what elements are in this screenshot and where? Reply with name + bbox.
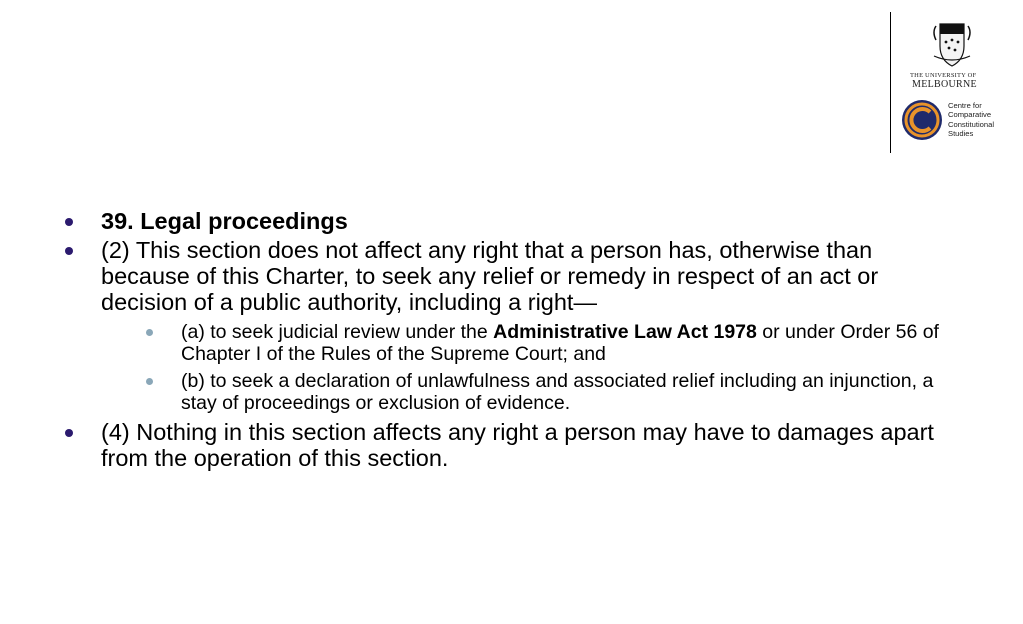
bullet-item-subsection-4 xyxy=(60,419,960,471)
ccs-line: Centre for xyxy=(948,101,982,110)
bullet-text: (2) This section does not affect any right that a person has, otherwise than because of this Charter, to seek any relief or remedy in respect of an act or decision of a public authority, including a right— xyxy=(101,237,879,315)
sub-bullet-text-post: or under Order 56 of Chapter I of the Rules of the Supreme Court; and xyxy=(181,321,939,365)
sub-bullet-text: (b) to seek a declaration of unlawfulness and associated relief including an injunction, a stay of proceedings or exclusion of evidence. xyxy=(181,370,934,414)
section-heading: 39. Legal proceedings xyxy=(101,208,348,234)
bullet-text: (4) Nothing in this section affects any right a person may have to damages apart from the operation of this section. xyxy=(101,419,934,471)
sub-bullet-icon xyxy=(146,378,153,385)
bullet-icon xyxy=(65,247,73,255)
ccs-line: Studies xyxy=(948,129,974,139)
bullet-list xyxy=(60,208,960,471)
ccs-line: Constitutional xyxy=(948,119,995,129)
act-title: Administrative Law Act 1978 xyxy=(493,321,757,343)
ccs-name xyxy=(948,101,1018,139)
bullet-item-subsection-2 xyxy=(60,237,960,414)
sub-bullet-item-b xyxy=(101,370,960,414)
sub-bullet-text-pre: (a) to seek judicial review under the xyxy=(181,321,494,343)
logo-block xyxy=(888,12,1018,154)
sub-bullet-list xyxy=(101,321,960,414)
university-name-label: MELBOURNE xyxy=(912,79,977,90)
university-crest-icon xyxy=(932,20,972,70)
slide-content xyxy=(60,208,960,474)
sub-bullet-item-a xyxy=(101,321,960,365)
university-the-label: THE UNIVERSITY OF xyxy=(910,72,977,79)
ccs-line: Comparative xyxy=(948,110,992,120)
sub-bullet-icon xyxy=(146,329,153,336)
ccs-logo-icon xyxy=(900,98,944,142)
logo-divider xyxy=(890,12,891,153)
bullet-item-heading xyxy=(60,208,960,234)
bullet-icon xyxy=(65,429,73,437)
bullet-icon xyxy=(65,218,73,226)
